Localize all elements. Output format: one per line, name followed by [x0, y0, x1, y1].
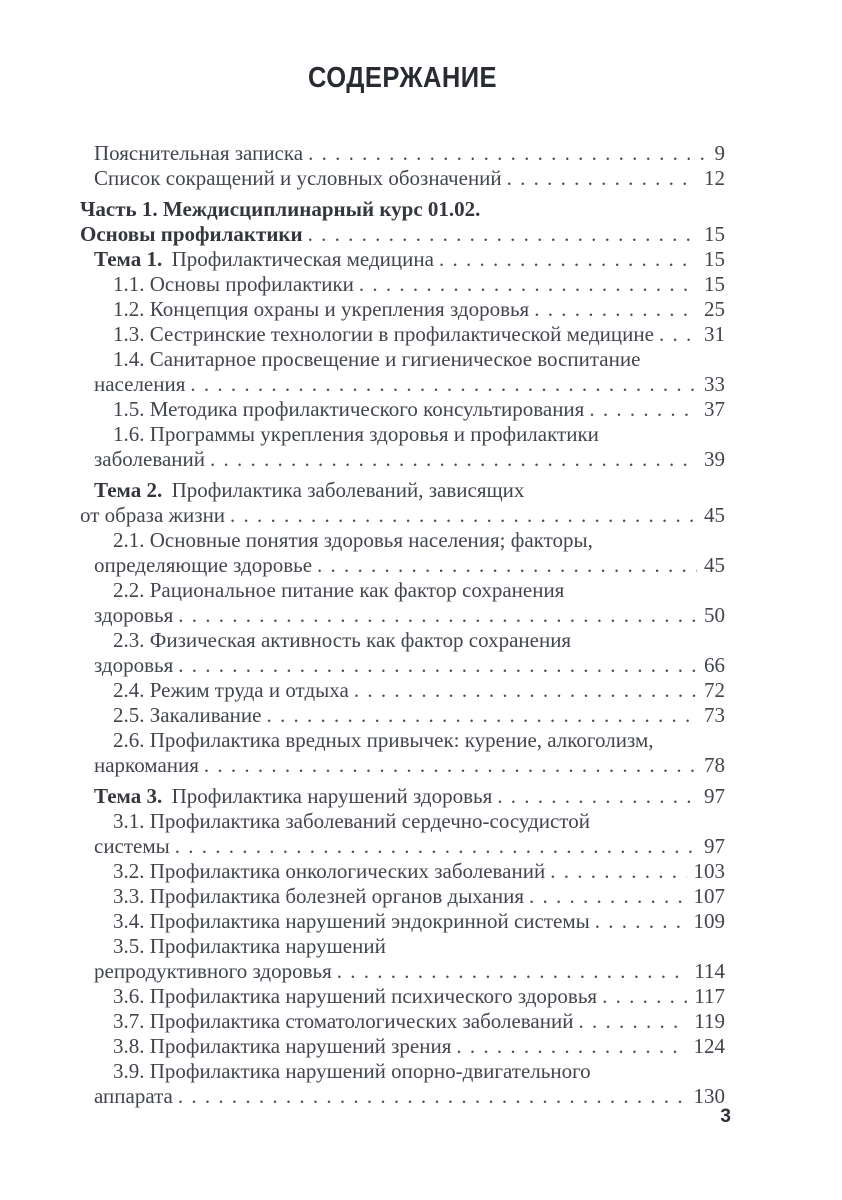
toc-page-ref: 45 — [704, 503, 725, 527]
toc-entry-text: 3.1. Профилактика заболеваний сердечно-сосудистой — [113, 809, 590, 833]
toc-page-ref: 117 — [694, 984, 725, 1008]
toc-entry-text: 3.3. Профилактика болезней органов дыхания — [113, 884, 524, 908]
toc-row — [80, 628, 725, 653]
dot-leader — [178, 653, 697, 678]
toc-row — [80, 753, 725, 778]
toc-page-ref: 15 — [704, 247, 725, 271]
toc-page-ref: 107 — [693, 884, 725, 908]
toc-entry-text: 1.2. Концепция охраны и укрепления здоровья — [113, 297, 530, 321]
toc-entry-text: заболеваний — [94, 447, 205, 471]
dot-leader — [529, 884, 687, 909]
toc-entry-text: здоровья — [94, 603, 174, 627]
toc-row — [80, 197, 725, 222]
toc-row — [80, 503, 725, 528]
toc-row — [80, 728, 725, 753]
toc-entry-text: 2.4. Режим труда и отдыха — [113, 678, 349, 702]
dot-leader — [210, 447, 697, 472]
toc-page-ref: 114 — [694, 959, 725, 983]
toc-entry-text: 2.3. Физическая активность как фактор сохранения — [113, 628, 572, 652]
page-title: СОДЕРЖАНИЕ — [308, 62, 497, 94]
toc-entry-text: 3.6. Профилактика нарушений психического здоровья — [113, 984, 598, 1008]
toc-row — [80, 141, 725, 166]
toc-entry-text: 3.9. Профилактика нарушений опорно-двигательного — [113, 1059, 591, 1083]
dot-leader — [602, 984, 687, 1009]
toc-entry-number: Тема 3. — [94, 784, 163, 808]
toc-row — [80, 166, 725, 191]
dot-leader — [178, 603, 697, 628]
toc-page-ref: 12 — [704, 166, 725, 190]
toc-row — [80, 397, 725, 422]
toc-entry-text: 3.5. Профилактика нарушений — [113, 934, 386, 958]
toc-page-ref: 50 — [704, 603, 725, 627]
toc-row — [80, 422, 725, 447]
toc-entry-text: репродуктивного здоровья — [94, 959, 332, 983]
toc-entry-text: 1.3. Сестринские технологии в профилактической медицине — [113, 322, 654, 346]
toc-entry-text: аппарата — [94, 1084, 173, 1108]
toc-entry-text: 1.6. Программы укрепления здоровья и профилактики — [113, 422, 599, 446]
toc-row — [80, 447, 725, 472]
toc-entry-number: Тема 2. — [94, 478, 163, 502]
dot-leader — [230, 503, 697, 528]
toc-entry-text: Часть 1. Междисциплинарный курс 01.02. — [80, 197, 481, 221]
toc-page-ref: 33 — [704, 372, 725, 396]
toc-entry-text: системы — [94, 834, 170, 858]
dot-leader — [497, 784, 697, 809]
toc-row — [80, 478, 725, 503]
toc-row — [80, 347, 725, 372]
toc-row — [80, 1009, 725, 1034]
dot-leader — [204, 753, 697, 778]
toc-page-ref: 66 — [704, 653, 725, 677]
toc-row — [80, 222, 725, 247]
toc-entry-text: 3.4. Профилактика нарушений эндокринной системы — [113, 909, 590, 933]
toc-page-ref: 15 — [704, 272, 725, 296]
toc-entry-text: Профилактика нарушений здоровья — [171, 784, 493, 808]
toc-entry-text: 3.8. Профилактика нарушений зрения — [113, 1034, 452, 1058]
dot-leader — [507, 166, 697, 191]
dot-leader — [439, 247, 697, 272]
dot-leader — [456, 1034, 686, 1059]
dot-leader — [266, 703, 697, 728]
dot-leader — [178, 1084, 687, 1109]
dot-leader — [317, 553, 697, 578]
toc-row — [80, 578, 725, 603]
toc-entry-text: от образа жизни — [80, 503, 226, 527]
toc-row — [80, 272, 725, 297]
toc-page-ref: 45 — [704, 553, 725, 577]
toc-row — [80, 603, 725, 628]
toc-page-ref: 72 — [704, 678, 725, 702]
toc-page-ref: 97 — [704, 834, 725, 858]
toc-entry-text: Основы профилактики — [80, 222, 303, 246]
toc-row — [80, 322, 725, 347]
toc-row — [80, 834, 725, 859]
toc-row — [80, 884, 725, 909]
toc-entry-text: 2.1. Основные понятия здоровья населения; факторы, — [113, 528, 593, 552]
toc-row — [80, 653, 725, 678]
toc-row — [80, 934, 725, 959]
dot-leader — [589, 397, 697, 422]
toc-entry-text: Профилактика заболеваний, зависящих — [171, 478, 525, 502]
toc-entry-text: наркомания — [94, 753, 199, 777]
toc-row — [80, 678, 725, 703]
toc-entry-text: 3.2. Профилактика онкологических заболеваний — [113, 859, 546, 883]
toc-row — [80, 1034, 725, 1059]
toc-page-ref: 37 — [704, 397, 725, 421]
dot-leader — [354, 678, 697, 703]
toc-page-ref: 97 — [704, 784, 725, 808]
toc-page-ref: 31 — [704, 322, 725, 346]
toc-row — [80, 809, 725, 834]
dot-leader — [659, 322, 697, 347]
toc-row — [80, 984, 725, 1009]
toc-entry-text: 2.6. Профилактика вредных привычек: курение, алкоголизм, — [113, 728, 654, 752]
toc-row — [80, 859, 725, 884]
toc-page-ref: 73 — [704, 703, 725, 727]
toc-page-ref: 25 — [704, 297, 725, 321]
toc-row — [80, 247, 725, 272]
toc-page-ref: 15 — [704, 222, 725, 246]
toc-row — [80, 959, 725, 984]
toc-entry-text: здоровья — [94, 653, 174, 677]
toc-page-ref: 39 — [704, 447, 725, 471]
dot-leader — [337, 959, 688, 984]
dot-leader — [595, 909, 687, 934]
toc-page-ref: 9 — [714, 141, 725, 165]
toc-page-ref: 78 — [704, 753, 725, 777]
dot-leader — [308, 222, 697, 247]
toc-page-ref: 103 — [693, 859, 725, 883]
toc-page-ref: 119 — [694, 1009, 725, 1033]
toc-row — [80, 297, 725, 322]
page-number: 3 — [720, 1106, 731, 1127]
toc-row — [80, 1059, 725, 1084]
toc-entry-text: 1.4. Санитарное просвещение и гигиеническое воспитание — [113, 347, 641, 371]
toc-row — [80, 553, 725, 578]
dot-leader — [359, 272, 697, 297]
toc-entry-text: Список сокращений и условных обозначений — [94, 166, 502, 190]
dot-leader — [550, 859, 686, 884]
toc-page-ref: 130 — [693, 1084, 725, 1108]
toc-row — [80, 784, 725, 809]
toc-row — [80, 703, 725, 728]
toc-entry-text: 2.2. Рациональное питание как фактор сохранения — [113, 578, 565, 602]
dot-leader — [308, 141, 707, 166]
toc-entry-text: 1.5. Методика профилактического консультирования — [113, 397, 585, 421]
toc-entry-text: населения — [94, 372, 186, 396]
dot-leader — [175, 834, 697, 859]
toc-entry-text: Пояснительная записка — [94, 141, 304, 165]
toc-entry-text: 1.1. Основы профилактики — [113, 272, 354, 296]
toc-list — [80, 141, 725, 1109]
toc-row — [80, 372, 725, 397]
toc-entry-number: Тема 1. — [94, 247, 163, 271]
toc-entry-text: 3.7. Профилактика стоматологических заболеваний — [113, 1009, 574, 1033]
toc-entry-text: 2.5. Закаливание — [113, 703, 262, 727]
toc-entry-text: определяющие здоровье — [94, 553, 313, 577]
dot-leader — [534, 297, 697, 322]
toc-row — [80, 528, 725, 553]
toc-page-ref: 109 — [693, 909, 725, 933]
toc-row — [80, 1084, 725, 1109]
dot-leader — [578, 1009, 687, 1034]
toc-entry-text: Профилактическая медицина — [171, 247, 434, 271]
toc-row — [80, 909, 725, 934]
toc-page-ref: 124 — [693, 1034, 725, 1058]
dot-leader — [190, 372, 697, 397]
